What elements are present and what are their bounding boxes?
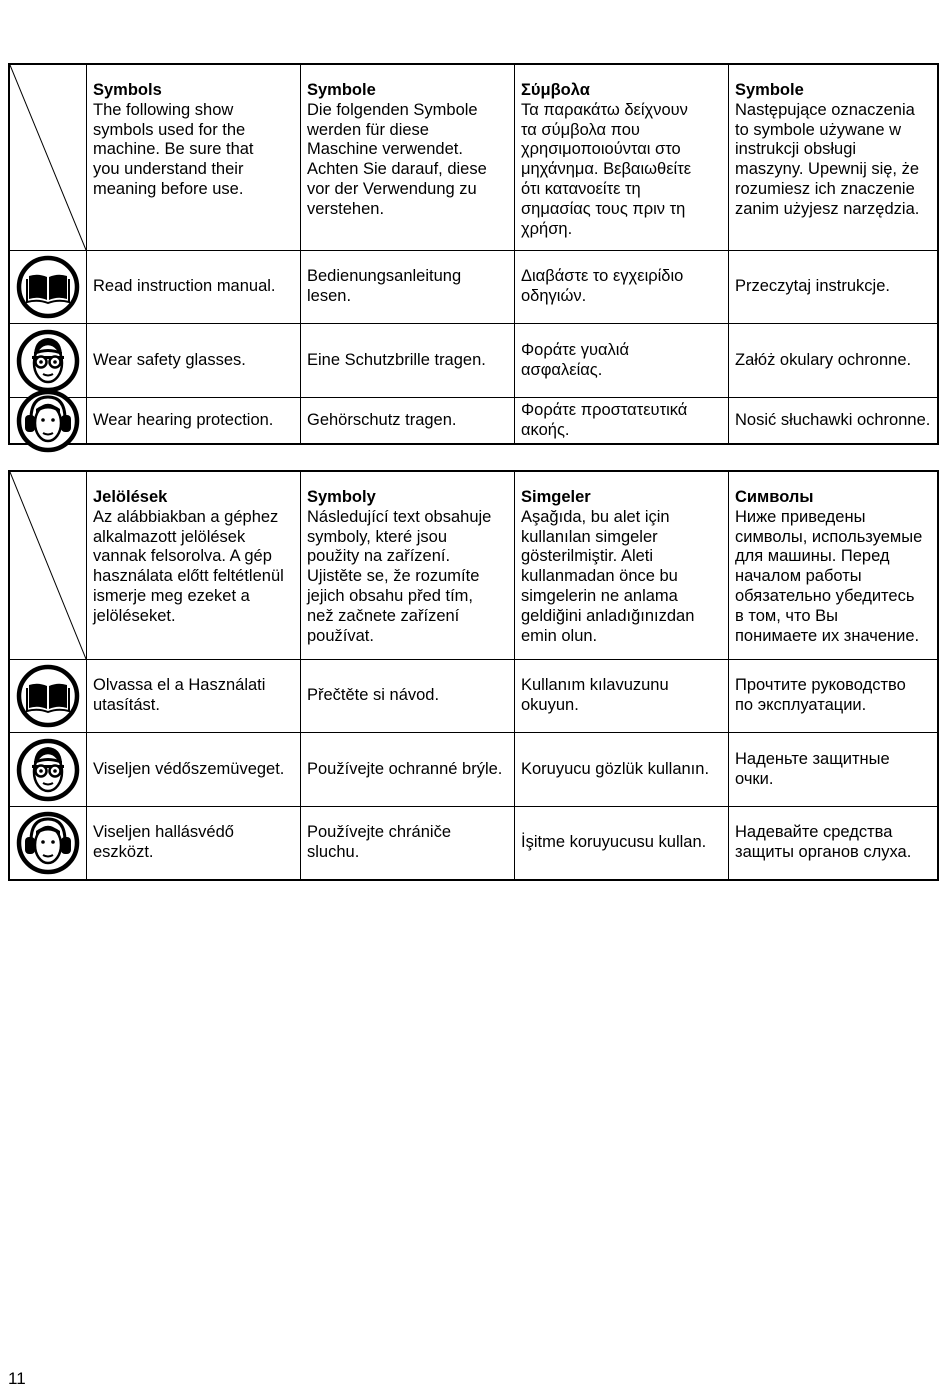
header-cell-pl — [728, 65, 937, 250]
row-cell-ru — [728, 660, 937, 732]
table-row — [10, 807, 937, 879]
header-title: Symboly — [307, 488, 376, 506]
header-cell-cs — [300, 472, 514, 659]
header-cell-en — [86, 65, 300, 250]
row-text: Používejte ochranné brýle. — [307, 759, 503, 778]
row-cell-el — [514, 251, 728, 323]
row-text: Kullanım kılavuzunu okuyun. — [521, 676, 669, 714]
row-cell-cs — [300, 733, 514, 806]
row-cell-tr — [514, 807, 728, 879]
table-row — [10, 324, 937, 398]
header-text: Následující text obsahuje symboly, které jsou použity na zařízení. Ujistěte se, že rozumíte jejich obsahu před tím, než začnete zařízení používat. — [307, 507, 492, 645]
header-cell-el — [514, 65, 728, 250]
row-text: Φοράτε γυαλιά ασφαλείας. — [521, 340, 629, 379]
table-row — [10, 660, 937, 733]
row-cell-hu — [86, 733, 300, 806]
diagonal-line — [10, 472, 86, 659]
row-cell-cs — [300, 807, 514, 879]
row-text: Gehörschutz tragen. — [307, 410, 457, 429]
row-text: Przeczytaj instrukcje. — [735, 277, 890, 296]
row-cell-de — [300, 398, 514, 443]
row-text: Прочтите руководство по эксплуатации. — [735, 676, 906, 714]
row-cell-de — [300, 324, 514, 397]
table-row — [10, 398, 937, 443]
symbols-table-1 — [8, 63, 939, 445]
instruction-manual-icon — [10, 251, 86, 323]
safety-glasses-icon — [10, 324, 86, 397]
row-cell-pl — [728, 398, 937, 443]
row-text: Používejte chrániče sluchu. — [307, 823, 451, 861]
safety-glasses-icon — [10, 733, 86, 806]
header-text: Az alábbiakban a géphez alkalmazott jelölések vannak felsorolva. A gép használata előtt feltétlenül ismerje meg ezeket a jelöléseket. — [93, 507, 284, 625]
header-text: Ниже приведены символы, используемые для машины. Перед началом работы обязательно убедитесь в том, что Вы понимаете их значение. — [735, 507, 923, 645]
row-cell-ru — [728, 807, 937, 879]
diagonal-corner-cell — [10, 65, 86, 250]
row-text: Viseljen hallásvédő eszközt. — [93, 823, 234, 861]
header-title: Symbole — [735, 81, 804, 99]
header-text: The following show symbols used for the machine. Be sure that you understand their meaning before use. — [93, 100, 254, 198]
diagonal-corner-cell — [10, 472, 86, 659]
header-cell-de — [300, 65, 514, 250]
page-number: 11 — [8, 1369, 26, 1388]
row-text: İşitme koruyucusu kullan. — [521, 833, 707, 852]
row-cell-tr — [514, 733, 728, 806]
row-text: Διαβάστε το εγχειρίδιο οδηγιών. — [521, 267, 684, 305]
table-row — [10, 251, 937, 324]
row-cell-en — [86, 251, 300, 323]
header-cell-ru — [728, 472, 937, 659]
row-cell-el — [514, 398, 728, 443]
row-text: Φοράτε προστατευτικά ακοής. — [521, 400, 688, 439]
table-row — [10, 733, 937, 807]
header-text: Τα παρακάτω δείχνουν τα σύμβολα που χρησιμοποιούνται στο μηχάνημα. Βεβαιωθείτε ότι κατανοείτε τη σημασίας τους πριν τη χρήση. — [521, 100, 692, 238]
header-title: Σύμβολα — [521, 81, 590, 99]
header-title: Symbols — [93, 81, 162, 99]
header-cell-tr — [514, 472, 728, 659]
row-text: Eine Schutzbrille tragen. — [307, 350, 486, 369]
hearing-protection-icon — [10, 398, 86, 443]
header-cell-hu — [86, 472, 300, 659]
row-cell-el — [514, 324, 728, 397]
hearing-protection-icon — [10, 807, 86, 879]
symbols-table-2 — [8, 470, 939, 881]
header-title: Символы — [735, 488, 814, 506]
header-text: Aşağıda, bu alet için kullanılan simgeler gösterilmiştir. Aleti kullanmadan önce bu simgelerin ne anlama geldiğini anladığınızdan emin olun. — [521, 507, 695, 645]
row-cell-pl — [728, 251, 937, 323]
row-cell-hu — [86, 807, 300, 879]
instruction-manual-icon — [10, 660, 86, 732]
header-title: Symbole — [307, 81, 376, 99]
row-cell-de — [300, 251, 514, 323]
header-title: Simgeler — [521, 488, 591, 506]
row-text: Viseljen védőszemüveget. — [93, 759, 285, 778]
row-cell-pl — [728, 324, 937, 397]
row-cell-tr — [514, 660, 728, 732]
row-text: Załóż okulary ochronne. — [735, 350, 912, 369]
diagonal-line — [10, 65, 86, 250]
row-text: Wear safety glasses. — [93, 350, 246, 369]
row-text: Read instruction manual. — [93, 277, 276, 296]
row-cell-hu — [86, 660, 300, 732]
table-header-row — [10, 65, 937, 251]
row-cell-cs — [300, 660, 514, 732]
row-text: Надевайте средства защиты органов слуха. — [735, 823, 912, 861]
row-text: Wear hearing protection. — [93, 410, 274, 429]
row-text: Olvassa el a Használati utasítást. — [93, 676, 266, 714]
row-text: Наденьте защитные очки. — [735, 749, 890, 788]
row-text: Bedienungsanleitung lesen. — [307, 267, 462, 305]
row-cell-ru — [728, 733, 937, 806]
header-text: Następujące oznaczenia to symbole używane w instrukcji obsługi maszyny. Upewnij się, że rozumiesz ich znaczenie zanim użyjesz narzędzia. — [735, 100, 920, 218]
row-cell-en — [86, 324, 300, 397]
header-text: Die folgenden Symbole werden für diese Maschine verwendet. Achten Sie darauf, diese vor der Verwendung zu verstehen. — [307, 100, 487, 218]
header-title: Jelölések — [93, 488, 168, 506]
row-text: Přečtěte si návod. — [307, 686, 440, 705]
row-cell-en — [86, 398, 300, 443]
row-text: Nosić słuchawki ochronne. — [735, 410, 931, 429]
row-text: Koruyucu gözlük kullanın. — [521, 759, 710, 778]
table-header-row — [10, 472, 937, 660]
